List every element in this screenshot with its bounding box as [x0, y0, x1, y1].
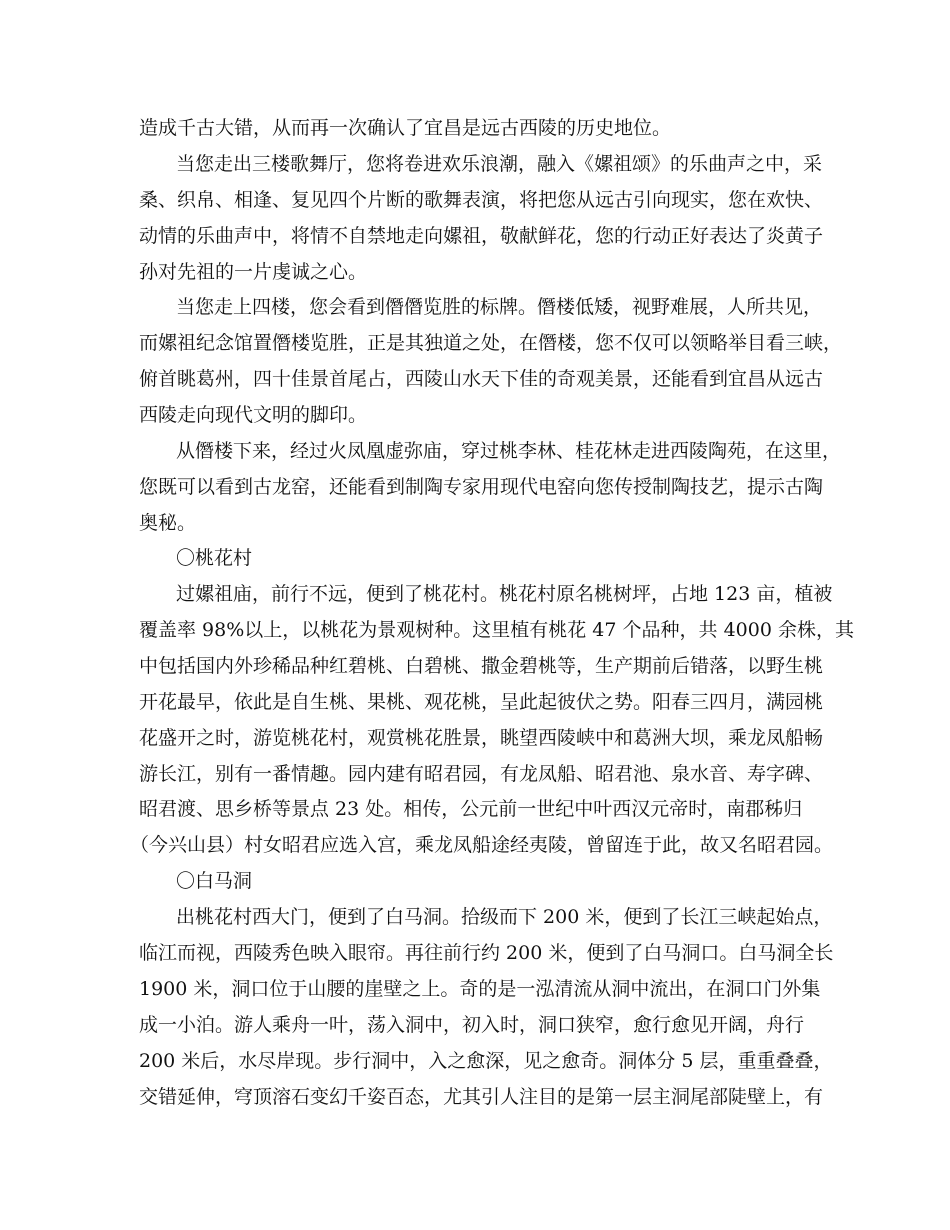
- text-line: 当您走上四楼，您会看到僭僭览胜的标牌。僭楼低矮，视野难展，人所共见，: [176, 296, 823, 318]
- text-line: 1900 米，洞口位于山腰的崖壁之上。奇的是一泓清流从洞中流出，在洞口门外集: [139, 978, 821, 1000]
- text-line: 动情的乐曲声中，将情不自禁地走向嫘祖，敬献鲜花，您的行动正好表达了炎黄子: [139, 225, 824, 247]
- text-line: 成一小泊。游人乘舟一叶，荡入洞中，初入时，洞口狭窄，愈行愈见开阔，舟行: [139, 1014, 805, 1036]
- text-line: 造成千古大错，从而再一次确认了宜昌是远古西陵的历史地位。: [139, 117, 672, 139]
- text-line: 花盛开之时，游览桃花村，观赏桃花胜景，眺望西陵峡中和葛洲大坝，乘龙凤船畅: [139, 727, 824, 749]
- text-line: 过嫘祖庙，前行不远，便到了桃花村。桃花村原名桃树坪，占地 123 亩，植被: [176, 583, 833, 605]
- text-line: 从僭楼下来，经过火凤凰虚弥庙，穿过桃李林、桂花林走进西陵陶苑，在这里，: [176, 440, 842, 462]
- section-heading-baimadong: 〇白马洞: [176, 870, 253, 892]
- text-line: 而嫘祖纪念馆置僭楼览胜，正是其独道之处，在僭楼，您不仅可以领略举目看三峡，: [139, 332, 843, 354]
- text-line: 覆盖率 98%以上，以桃花为景观树种。这里植有桃花 47 个品种，共 4000 余株，其: [139, 619, 854, 641]
- text-line: （今兴山县）村女昭君应选入宫，乘龙凤船途经夷陵，曾留连于此，故又名昭君园。: [130, 834, 834, 856]
- text-line: 孙对先祖的一片虔诚之心。: [139, 261, 368, 283]
- text-line: 临江而视，西陵秀色映入眼帘。再往前行约 200 米，便到了白马洞口。白马洞全长: [139, 942, 834, 964]
- text-line: 西陵走向现代文明的脚印。: [139, 404, 368, 426]
- section-heading-taohuacun: 〇桃花村: [176, 547, 253, 569]
- text-line: 昭君渡、思乡桥等景点 23 处。相传，公元前一世纪中叶西汉元帝时，南郡秭归: [139, 798, 803, 820]
- text-line: 桑、织帛、相逢、复见四个片断的歌舞表演，将把您从远古引向现实，您在欢快、: [139, 189, 824, 211]
- text-line: 俯首眺葛州，四十佳景首尾占，西陵山水天下佳的奇观美景，还能看到宜昌从远古: [139, 368, 824, 390]
- text-line: 出桃花村西大门，便到了白马洞。拾级而下 200 米，便到了长江三峡起始点，: [176, 906, 833, 928]
- text-line: 中包括国内外珍稀品种红碧桃、白碧桃、撒金碧桃等，生产期前后错落，以野生桃: [139, 655, 824, 677]
- text-line: 200 米后，水尽岸现。步行洞中，入之愈深，见之愈奇。洞体分 5 层，重重叠叠，: [139, 1050, 833, 1072]
- text-line: 开花最早，依此是自生桃、果桃、观花桃，呈此起彼伏之势。阳春三四月，满园桃: [139, 691, 824, 713]
- text-line: 您既可以看到古龙窑，还能看到制陶专家用现代电窑向您传授制陶技艺，提示古陶: [139, 476, 824, 498]
- text-line: 游长江，别有一番情趣。园内建有昭君园，有龙凤船、昭君池、泉水音、寿字碑、: [139, 763, 824, 785]
- text-line: 交错延伸，穹顶溶石变幻千姿百态，尤其引人注目的是第一层主洞尾部陡壁上，有: [139, 1086, 824, 1108]
- text-line: 当您走出三楼歌舞厅，您将卷进欢乐浪潮，融入《嫘祖颂》的乐曲声之中，采: [176, 153, 823, 175]
- text-line: 奥秘。: [139, 512, 197, 534]
